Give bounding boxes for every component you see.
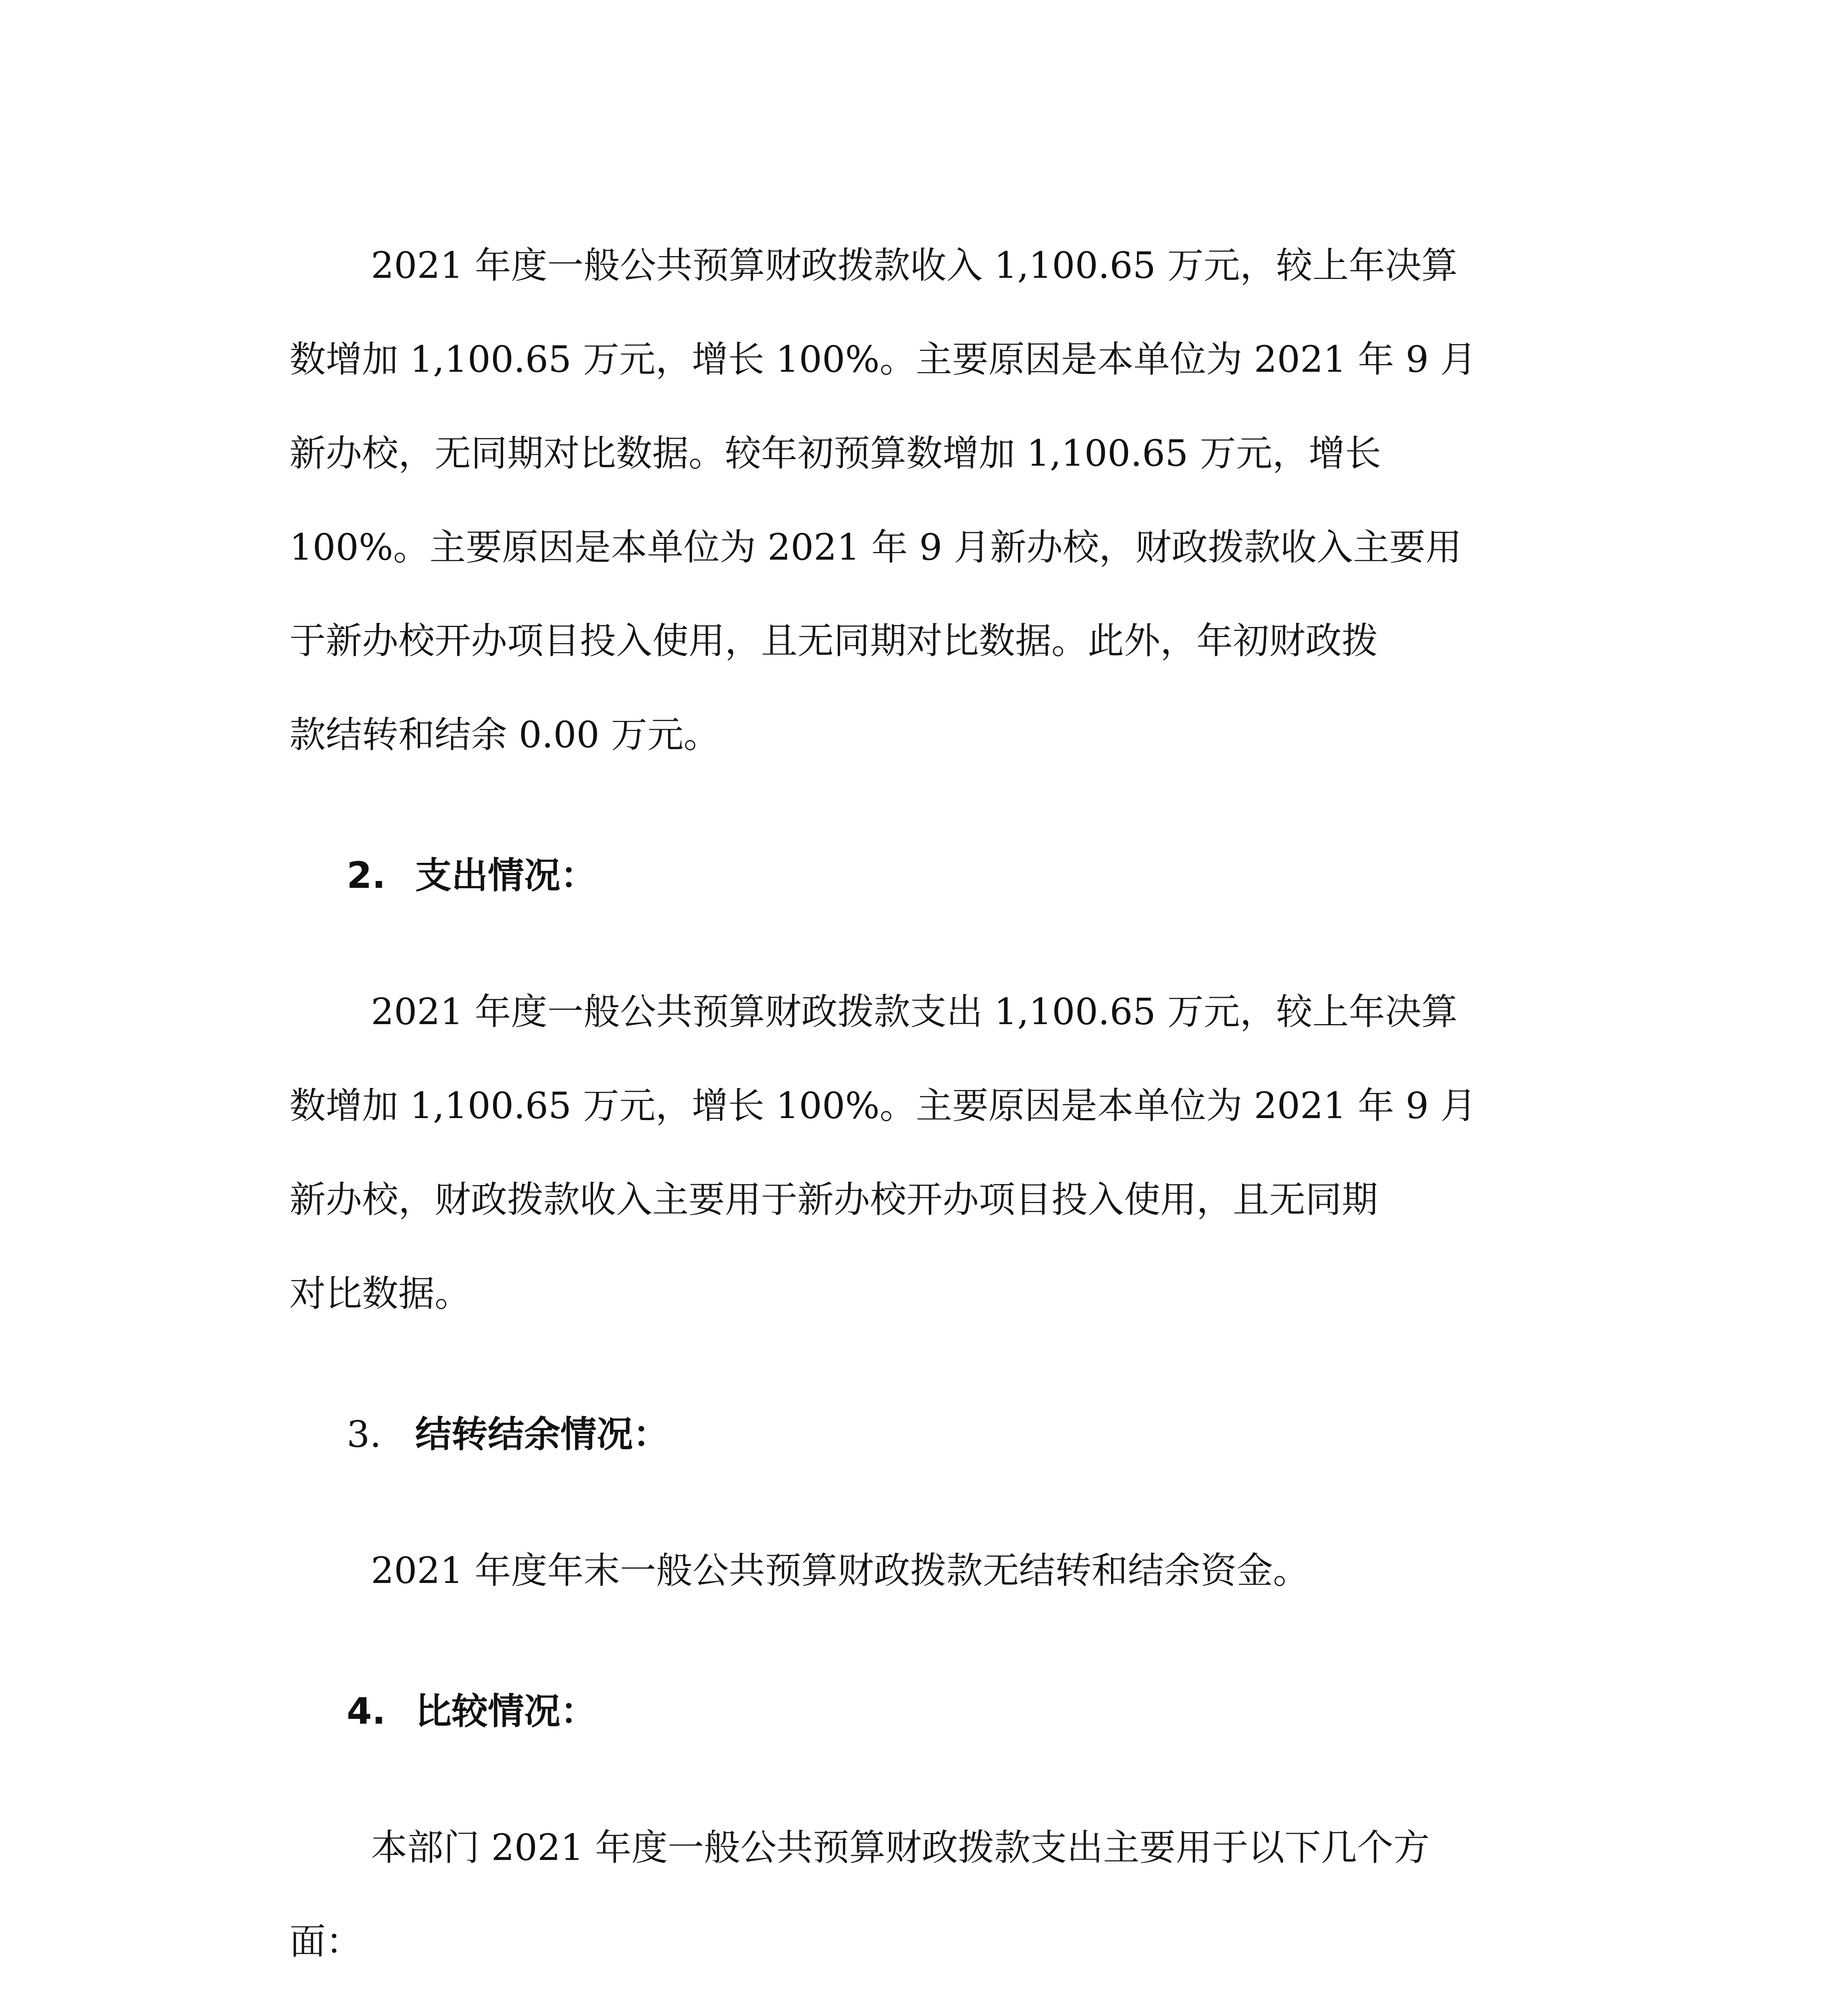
paragraph-line: 新办校，无同期对比数据。较年初预算数增加 1,100.65 万元，增长	[289, 432, 1381, 475]
paragraph-line: 100%。主要原因是本单位为 2021 年 9 月新办校，财政拨款收入主要用	[289, 526, 1462, 569]
paragraph-line: 数增加 1,100.65 万元，增长 100%。主要原因是本单位为 2021 年 9 月	[289, 338, 1477, 381]
heading-number: 3.	[347, 1413, 381, 1456]
paragraph-line: 数增加 1,100.65 万元，增长 100%。主要原因是本单位为 2021 年 9 月	[289, 1085, 1477, 1127]
heading-number: 4.	[347, 1690, 386, 1733]
paragraph-line: 2021 年度一般公共预算财政拨款收入 1,100.65 万元，较上年决算	[371, 244, 1458, 287]
paragraph-line: 本部门 2021 年度一般公共预算财政拨款支出主要用于以下几个方	[371, 1826, 1430, 1869]
heading-number: 2.	[347, 854, 386, 897]
paragraph-line: 对比数据。	[289, 1272, 471, 1315]
paragraph-line: 面：	[289, 1920, 362, 1963]
paragraph-line: 新办校，财政拨款收入主要用于新办校开办项目投入使用，且无同期	[289, 1179, 1378, 1221]
section-heading-comparison	[347, 1690, 597, 1733]
heading-text: 结转结余情况：	[415, 1413, 669, 1456]
heading-text: 比较情况：	[415, 1690, 597, 1733]
paragraph-line: 2021 年度年末一般公共预算财政拨款无结转和结余资金。	[371, 1549, 1309, 1592]
paragraph-line: 款结转和结余 0.00 万元。	[289, 714, 720, 756]
paragraph-line: 2021 年度一般公共预算财政拨款支出 1,100.65 万元，较上年决算	[371, 991, 1458, 1033]
paragraph-line: 于新办校开办项目投入使用，且无同期对比数据。此外，年初财政拨	[289, 620, 1378, 662]
section-heading-expenditure	[347, 854, 597, 898]
section-heading-carryover	[347, 1413, 669, 1456]
heading-text: 支出情况：	[415, 854, 597, 897]
